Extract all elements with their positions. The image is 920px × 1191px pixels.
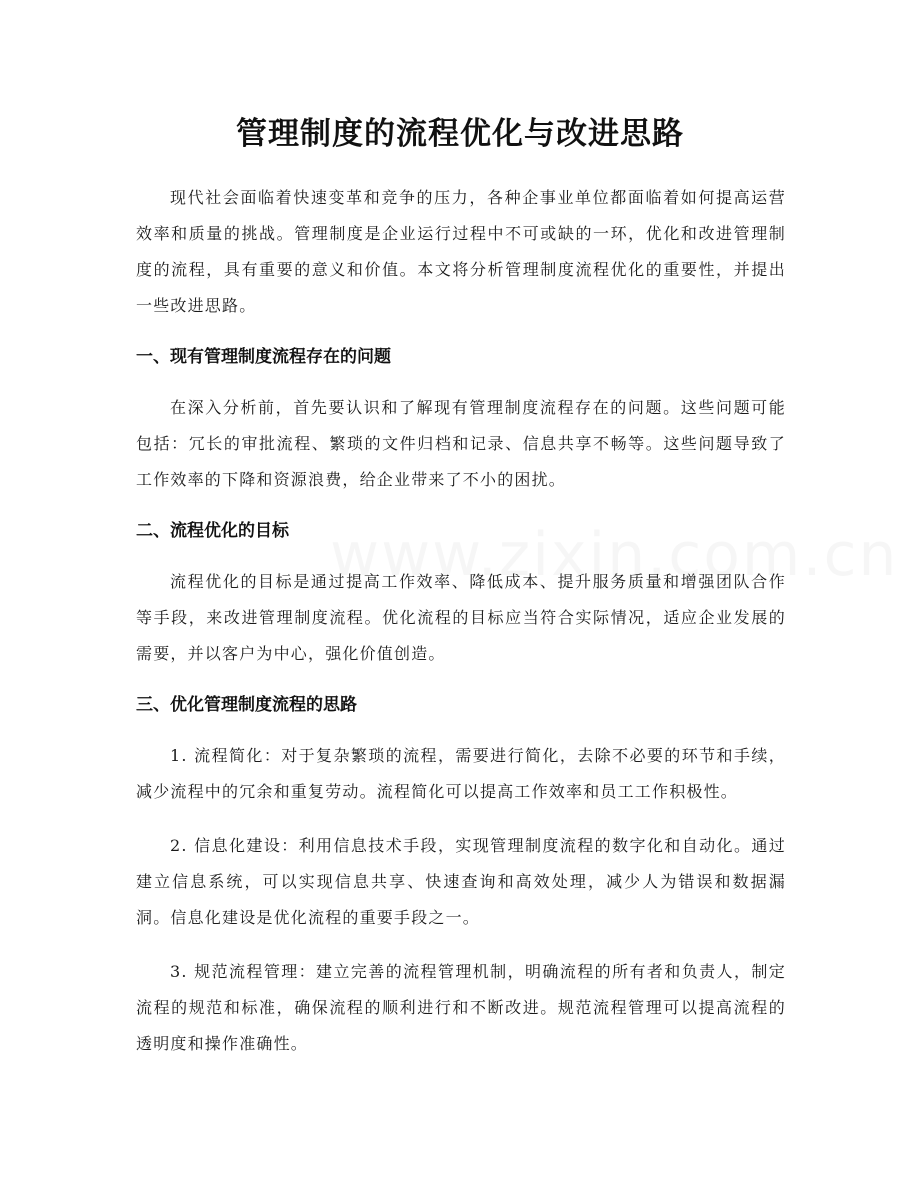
goals-paragraph: 流程优化的目标是通过提高工作效率、降低成本、提升服务质量和增强团队合作等手段，来改进管理制度流程。优化流程的目标应当符合实际情况，适应企业发展的需要，并以客户为中心，强化价值创造。 — [136, 572, 786, 663]
section-heading-problems: 一、现有管理制度流程存在的问题 — [136, 347, 391, 367]
approach-item-2: 2. 信息化建设：利用信息技术手段，实现管理制度流程的数字化和自动化。通过建立信息系统，可以实现信息共享、快速查询和高效处理，减少人为错误和数据漏洞。信息化建设是优化流程的重要手段之一。 — [136, 836, 786, 927]
problems-paragraph: 在深入分析前，首先要认识和了解现有管理制度流程存在的问题。这些问题可能包括：冗长的审批流程、繁琐的文件归档和记录、信息共享不畅等。这些问题导致了工作效率的下降和资源浪费，给企业带来了不小的困扰。 — [136, 398, 786, 489]
section-heading-goals: 二、流程优化的目标 — [136, 521, 289, 541]
intro-paragraph: 现代社会面临着快速变革和竞争的压力，各种企事业单位都面临着如何提高运营效率和质量的挑战。管理制度是企业运行过程中不可或缺的一环，优化和改进管理制度的流程，具有重要的意义和价值。本文将分析管理制度流程优化的重要性，并提出一些改进思路。 — [136, 188, 786, 315]
approach-item-3: 3. 规范流程管理：建立完善的流程管理机制，明确流程的所有者和负责人，制定流程的规范和标准，确保流程的顺利进行和不断改进。规范流程管理可以提高流程的透明度和操作准确性。 — [136, 962, 786, 1053]
approach-item-1: 1. 流程简化：对于复杂繁琐的流程，需要进行简化，去除不必要的环节和手续，减少流程中的冗余和重复劳动。流程简化可以提高工作效率和员工工作积极性。 — [136, 746, 786, 801]
section-heading-approaches: 三、优化管理制度流程的思路 — [136, 695, 357, 715]
document-title: 管理制度的流程优化与改进思路 — [236, 116, 684, 152]
document-body — [136, 180, 786, 1080]
